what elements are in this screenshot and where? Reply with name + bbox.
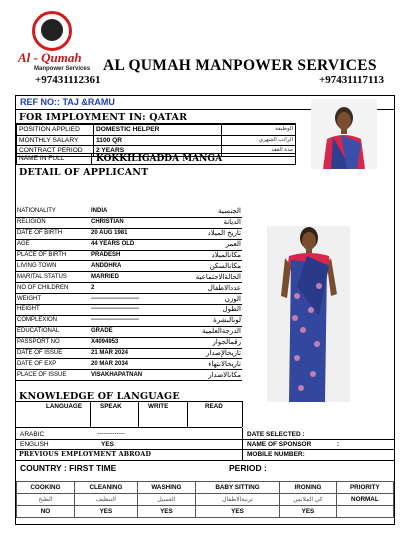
- detail-arabic: الحالةالاجتماعية: [170, 272, 242, 283]
- applicant-photo-full: [267, 226, 350, 402]
- company-name: AL QUMAH MANPOWER SERVICES: [103, 57, 377, 74]
- detail-value: 20 AUG 1981: [90, 228, 170, 239]
- lang-col-read: READ: [205, 403, 223, 410]
- detail-arabic: الديانة: [170, 217, 242, 228]
- row-label: CONTRACT PERIOD: [17, 146, 94, 157]
- applicant-photo-small: [311, 99, 377, 169]
- detail-value: ANDDHRA: [90, 261, 170, 272]
- skill-arabic: كي الملابس: [280, 494, 337, 506]
- divider: [138, 401, 139, 427]
- detail-value: INDIA: [90, 207, 170, 217]
- divider: [16, 449, 242, 450]
- detail-label: DATE OF ISSUE: [16, 348, 90, 359]
- detail-label: HEIGHT: [16, 305, 90, 316]
- table-row: [16, 370, 242, 381]
- phone-left: +97431112361: [35, 74, 101, 86]
- detail-arabic: تاريخالانتهاء: [170, 359, 242, 370]
- table-row: [17, 482, 394, 494]
- table-row: [16, 326, 242, 337]
- detail-value: CHRISTIAN: [90, 217, 170, 228]
- detail-value: 2: [90, 283, 170, 294]
- divider: [16, 427, 242, 428]
- table-row: [16, 294, 242, 305]
- previous-employment-heading: PREVIOUS EMPLOYMENT ABROAD: [19, 451, 152, 458]
- language-heading: KNOWLEDGE OF LANGUAGE: [19, 391, 180, 402]
- detail-label: PLACE OF ISSUE: [16, 370, 90, 381]
- logo-brand-text: Al - Qumah: [18, 50, 82, 65]
- position-table: [16, 124, 296, 157]
- employment-heading: FOR IMPLOYMENT IN: QATAR: [19, 112, 188, 123]
- skill-header: CLEANING: [74, 482, 137, 494]
- detail-label: PASSPORT NO: [16, 337, 90, 348]
- skill-header: PRIORITY: [336, 482, 393, 494]
- table-row: [16, 305, 242, 316]
- detail-value: ------------------------: [90, 294, 170, 305]
- skill-arabic: تربيةالاطفال: [195, 494, 279, 506]
- row-value: 2 YEARS: [94, 146, 222, 157]
- table-row: [17, 506, 394, 518]
- divider: [242, 401, 243, 427]
- mobile-number-label: MOBILE NUMBER:: [247, 451, 305, 458]
- detail-value: GRADE: [90, 326, 170, 337]
- divider: [242, 428, 243, 460]
- detail-label: COMPLEXION: [16, 315, 90, 326]
- lang-col-language: LANGUAGE: [46, 403, 83, 410]
- divider: [242, 449, 394, 450]
- skill-header: WASHING: [137, 482, 195, 494]
- detail-value: ------------------------: [90, 305, 170, 316]
- table-row: [16, 207, 242, 217]
- table-row: [16, 250, 242, 261]
- divider: [16, 439, 242, 440]
- detail-label: MARITAL STATUS: [16, 272, 90, 283]
- detail-label: RELIGION: [16, 217, 90, 228]
- detail-value: 44 YEARS OLD: [90, 239, 170, 250]
- skill-arabic: الطبخ: [17, 494, 75, 506]
- skill-value: YES: [280, 506, 337, 518]
- detail-arabic: الطول: [170, 305, 242, 316]
- ref-number: REF NO:: TAJ &RAMU: [20, 97, 115, 107]
- detail-arabic: عددالاطفال: [170, 283, 242, 294]
- sponsor-colon: :: [337, 441, 340, 448]
- detail-label: EDUCATIONAL: [16, 326, 90, 337]
- skill-header: BABY SITTING: [195, 482, 279, 494]
- english-label: ENGLISH: [20, 441, 49, 448]
- row-label: POSITION APPLIED: [17, 125, 94, 136]
- detail-arabic: تاريخ الميلاد: [170, 228, 242, 239]
- country-field: COUNTRY : FIRST TIME: [20, 463, 117, 473]
- table-row: [17, 135, 296, 146]
- row-arabic: الراتب الشهري: [222, 135, 296, 146]
- skill-value: YES: [137, 506, 195, 518]
- detail-arabic: رقمالجواز: [170, 337, 242, 348]
- table-row: [16, 337, 242, 348]
- table-row: [16, 239, 242, 250]
- detail-label: DATE OF EXP: [16, 359, 90, 370]
- detail-label: DATE OF BIRTH: [16, 228, 90, 239]
- lang-col-speak: SPEAK: [100, 403, 122, 410]
- skill-value: YES: [74, 506, 137, 518]
- row-value: DOMESTIC HELPER: [94, 125, 222, 136]
- detail-value: X4094953: [90, 337, 170, 348]
- detail-value: VISAKHAPATNAN: [90, 370, 170, 381]
- period-field: PERIOD :: [229, 463, 267, 473]
- skill-value: YES: [195, 506, 279, 518]
- table-row: [16, 261, 242, 272]
- row-label: MONTHLY SALARY: [17, 135, 94, 146]
- detail-arabic: لونالبشرة: [170, 315, 242, 326]
- sponsor-label: NAME OF SPONSOR: [247, 441, 312, 448]
- table-row: [17, 494, 394, 506]
- row-arabic: الوظيفة: [222, 125, 296, 136]
- detail-value: MARRIED: [90, 272, 170, 283]
- arabic-label: ARABIC: [20, 431, 45, 438]
- detail-value: 21 MAR 2024: [90, 348, 170, 359]
- divider: [16, 401, 242, 402]
- skill-value: [336, 506, 393, 518]
- skill-arabic: الغسيل: [137, 494, 195, 506]
- table-row: [16, 228, 242, 239]
- detail-arabic: الوزن: [170, 294, 242, 305]
- skill-header: COOKING: [17, 482, 75, 494]
- divider: [90, 401, 91, 427]
- skill-value: NO: [17, 506, 75, 518]
- name-label: NAME IN FULL: [19, 155, 65, 162]
- detail-arabic: مكانالاصدار: [170, 370, 242, 381]
- table-row: [16, 348, 242, 359]
- row-value: 1100 QR: [94, 135, 222, 146]
- detail-value: PRADESH: [90, 250, 170, 261]
- table-row: [16, 272, 242, 283]
- table-row: [16, 359, 242, 370]
- logo-sub-text: Manpower Services: [34, 66, 91, 72]
- divider: [16, 460, 394, 461]
- logo-emblem-center: [41, 19, 63, 41]
- detail-label: NO OF CHILDREN: [16, 283, 90, 294]
- detail-arabic: تاريخالإصدار: [170, 348, 242, 359]
- divider: [91, 153, 92, 165]
- detail-arabic: الجنسية: [170, 207, 242, 217]
- detail-arabic: الدرجةالعلمية: [170, 326, 242, 337]
- arabic-value: -------------: [97, 430, 126, 437]
- detail-label: LIVING TOWN: [16, 261, 90, 272]
- phone-right: +97431117113: [319, 74, 384, 86]
- table-row: [16, 283, 242, 294]
- detail-label: PLACE OF BIRTH: [16, 250, 90, 261]
- skills-table: [16, 481, 394, 518]
- detail-label: NATIONALITY: [16, 207, 90, 217]
- detail-value: ------------------------: [90, 315, 170, 326]
- table-row: [17, 125, 296, 136]
- name-value: KOKKILIGADDA MANGA: [96, 154, 223, 164]
- company-logo: [18, 9, 108, 75]
- detail-arabic: العمر: [170, 239, 242, 250]
- detail-label: AGE: [16, 239, 90, 250]
- date-selected-label: DATE SELECTED :: [247, 431, 305, 438]
- details-table: [16, 207, 242, 381]
- detail-label: WEIGHT: [16, 294, 90, 305]
- lang-col-write: WRITE: [148, 403, 169, 410]
- skill-arabic: التنظيف: [74, 494, 137, 506]
- detail-heading: DETAIL OF APPLICANT: [19, 167, 149, 178]
- skill-header: IRONING: [280, 482, 337, 494]
- divider: [242, 439, 394, 440]
- table-row: [16, 217, 242, 228]
- english-value: YES: [101, 441, 115, 448]
- table-row: [16, 315, 242, 326]
- priority-value: NORMAL: [336, 494, 393, 506]
- row-arabic: مدة العقد: [222, 146, 296, 157]
- detail-arabic: مكانالميلاد: [170, 250, 242, 261]
- detail-arabic: مكانالسكن: [170, 261, 242, 272]
- detail-value: 20 MAR 2034: [90, 359, 170, 370]
- divider: [187, 401, 188, 427]
